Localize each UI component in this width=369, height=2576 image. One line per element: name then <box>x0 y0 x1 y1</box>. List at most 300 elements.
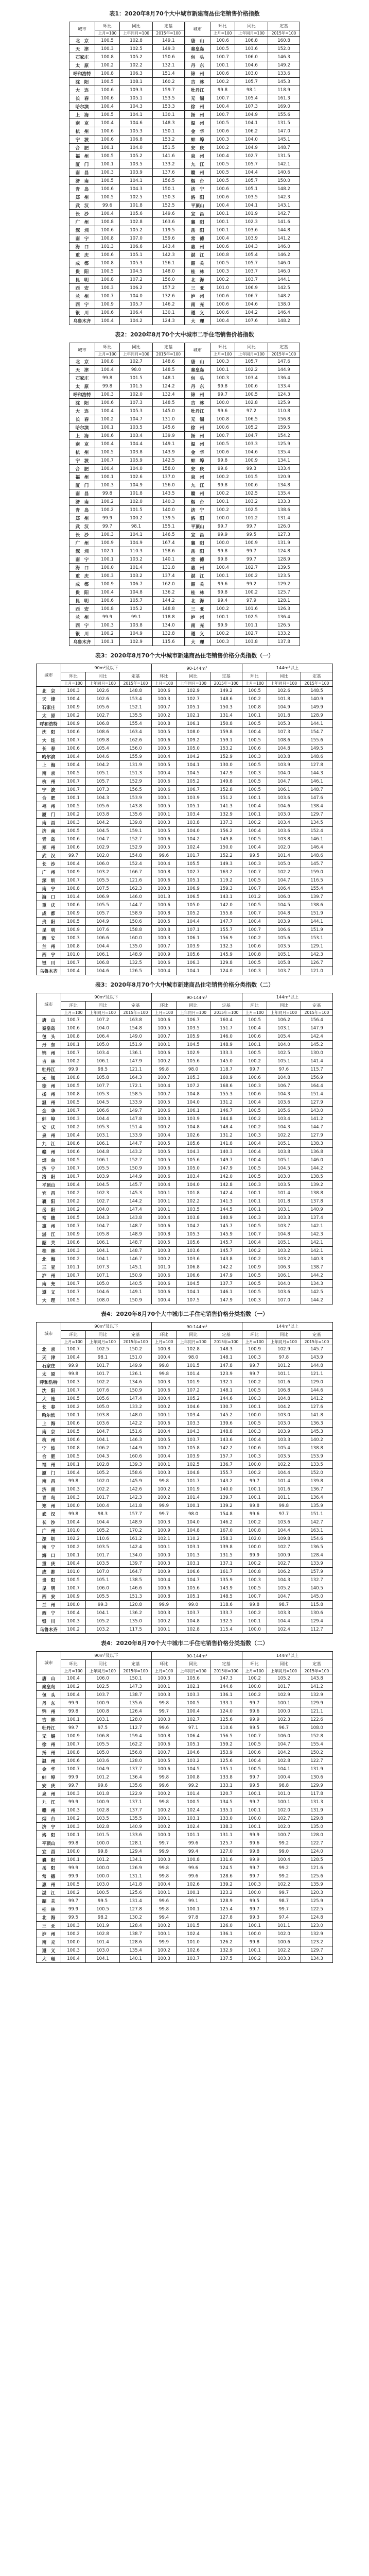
value-cell: 146.4 <box>301 843 333 852</box>
value-cell: 143.2 <box>120 1148 152 1156</box>
city-cell: 遵 义 <box>185 309 210 317</box>
value-cell: 100.1 <box>210 210 235 218</box>
value-cell: 148.1 <box>210 1386 242 1395</box>
table-row <box>69 506 300 514</box>
table-row <box>69 547 300 555</box>
city-cell: 北 海 <box>37 1255 61 1263</box>
value-cell: 100.4 <box>152 1452 177 1461</box>
value-cell: 100.6 <box>61 1419 86 1428</box>
table-row <box>69 127 300 135</box>
value-cell: 99.2 <box>177 1782 210 1790</box>
value-cell: 106.0 <box>267 1732 301 1740</box>
value-cell: 126.4 <box>120 1707 152 1716</box>
value-cell: 106.2 <box>267 1016 301 1024</box>
value-cell: 104.1 <box>177 761 210 769</box>
value-cell: 100.7 <box>152 1032 177 1041</box>
value-cell: 149.3 <box>210 860 242 868</box>
value-cell: 100.7 <box>61 1107 86 1115</box>
value-cell: 100.5 <box>235 391 268 399</box>
value-cell: 100.7 <box>61 1288 86 1296</box>
value-cell: 121.6 <box>301 1864 333 1872</box>
value-cell: 100.1 <box>95 144 120 152</box>
city-cell: 太 原 <box>37 1370 61 1378</box>
value-cell: 104.4 <box>86 1518 120 1527</box>
value-cell: 131.9 <box>301 1765 333 1773</box>
city-cell: 成 都 <box>69 259 95 267</box>
value-cell: 100.6 <box>152 876 177 885</box>
value-cell: 99.9 <box>152 1848 177 1856</box>
value-cell: 141.8 <box>210 1140 242 1148</box>
city-cell: 深 圳 <box>69 226 95 234</box>
value-cell: 102.5 <box>86 1683 120 1691</box>
table-row <box>37 1485 333 1494</box>
value-cell: 97.8 <box>177 1913 210 1922</box>
value-cell: 104.2 <box>235 309 268 317</box>
value-cell: 100.9 <box>242 1263 267 1272</box>
table-row <box>37 1930 333 1938</box>
value-cell: 102.7 <box>235 630 268 638</box>
value-cell: 101.4 <box>61 893 86 901</box>
value-cell: 100.8 <box>152 926 177 934</box>
value-cell: 103.5 <box>235 193 268 201</box>
value-cell: 140.5 <box>120 1280 152 1288</box>
value-cell: 127.9 <box>301 1131 333 1140</box>
column-subheader: 上年同月=100 <box>177 1668 210 1674</box>
value-cell: 100.1 <box>152 1206 177 1214</box>
value-cell: 135.6 <box>120 810 152 819</box>
header-row <box>69 22 300 30</box>
value-cell: 104.3 <box>177 1428 210 1436</box>
value-cell: 148.7 <box>120 1222 152 1230</box>
value-cell: 140.3 <box>210 1148 242 1156</box>
column-subheader: 2015年=100 <box>301 1010 333 1016</box>
city-cell: 九 江 <box>37 1798 61 1806</box>
value-cell: 123.9 <box>210 1370 242 1378</box>
value-cell: 155.9 <box>120 753 152 761</box>
table-title: 表2：2020年8月70个大中城市二手住宅销售价格指数 <box>115 331 254 338</box>
value-cell: 129.9 <box>301 1699 333 1707</box>
value-cell: 100.7 <box>95 292 120 300</box>
city-cell: 南 京 <box>69 440 95 448</box>
value-cell: 103.9 <box>267 761 301 769</box>
table-row <box>69 531 300 539</box>
city-cell: 天 津 <box>37 695 61 703</box>
value-cell: 145.0 <box>210 1057 242 1065</box>
value-cell: 100.7 <box>242 1230 267 1239</box>
value-cell: 126.2 <box>210 1938 242 1946</box>
value-cell: 100.2 <box>242 819 267 827</box>
value-cell: 99.8 <box>61 1370 86 1378</box>
group-header: 90-144m² <box>152 1323 242 1331</box>
value-cell: 99.9 <box>242 1716 267 1724</box>
city-cell: 乌鲁木齐 <box>69 317 95 325</box>
value-cell: 107.6 <box>235 317 268 325</box>
value-cell: 100.6 <box>152 1222 177 1230</box>
value-cell: 104.6 <box>86 753 120 761</box>
value-cell: 97.4 <box>267 1913 301 1922</box>
header-row <box>37 1323 333 1331</box>
value-cell: 100.9 <box>61 926 86 934</box>
value-cell: 160.4 <box>210 1016 242 1024</box>
value-cell: 100.3 <box>61 1115 86 1123</box>
value-cell: 100.8 <box>61 1749 86 1757</box>
table-row <box>37 1757 333 1765</box>
value-cell: 153.3 <box>153 103 185 111</box>
value-cell: 137.4 <box>301 1214 333 1222</box>
value-cell: 102.6 <box>177 1131 210 1140</box>
city-cell: 泸 州 <box>37 1930 61 1938</box>
value-cell: 148.4 <box>210 1123 242 1131</box>
value-cell: 100.6 <box>152 959 177 967</box>
value-cell: 100.7 <box>242 885 267 893</box>
city-cell: 青 岛 <box>69 185 95 193</box>
city-cell: 桂 林 <box>37 1905 61 1913</box>
value-cell: 100.8 <box>242 1568 267 1576</box>
table-row <box>37 1707 333 1716</box>
value-cell: 133.2 <box>120 1403 152 1411</box>
value-cell: 104.0 <box>177 1181 210 1189</box>
value-cell: 100.2 <box>61 1123 86 1131</box>
value-cell: 105.7 <box>86 909 120 918</box>
value-cell: 155.4 <box>120 720 152 728</box>
city-cell: 贵 阳 <box>69 588 95 597</box>
value-cell: 100.4 <box>152 860 177 868</box>
value-cell: 106.5 <box>235 415 268 423</box>
value-cell: 104.7 <box>235 432 268 440</box>
table-row <box>37 1773 333 1782</box>
table-row <box>69 481 300 489</box>
value-cell: 103.1 <box>177 1543 210 1551</box>
city-cell: 泸 州 <box>185 292 210 300</box>
value-cell: 103.6 <box>267 1098 301 1107</box>
table-row <box>37 1864 333 1872</box>
value-cell: 100.4 <box>61 1955 86 1963</box>
value-cell: 100.2 <box>120 514 153 522</box>
value-cell: 155.3 <box>210 1090 242 1098</box>
value-cell: 102.4 <box>177 1806 210 1815</box>
value-cell: 143.2 <box>210 1477 242 1485</box>
value-cell: 100.4 <box>152 1395 177 1403</box>
value-cell: 121.6 <box>120 876 152 885</box>
value-cell: 99.9 <box>61 1905 86 1913</box>
column-subheader: 上月=100 <box>61 1339 86 1345</box>
city-cell: 兰 州 <box>69 292 95 300</box>
city-cell: 昆 明 <box>69 597 95 605</box>
value-cell: 103.3 <box>267 1214 301 1222</box>
value-cell: 145.6 <box>153 423 185 432</box>
value-cell: 100.1 <box>61 1551 86 1560</box>
table-row <box>37 1839 333 1848</box>
value-cell: 102.8 <box>120 218 153 226</box>
value-cell: 147.9 <box>210 1164 242 1173</box>
value-cell: 169.0 <box>268 103 300 111</box>
value-cell: 100.7 <box>152 1074 177 1082</box>
city-cell: 北 海 <box>37 1913 61 1922</box>
value-cell: 115.8 <box>301 1601 333 1609</box>
value-cell: 127.9 <box>301 1098 333 1107</box>
value-cell: 100.6 <box>210 423 235 432</box>
city-cell: 上 海 <box>37 761 61 769</box>
value-cell: 131.1 <box>210 1831 242 1839</box>
value-cell: 100.4 <box>152 1576 177 1584</box>
value-cell: 99.6 <box>242 1707 267 1716</box>
value-cell: 128.6 <box>210 1872 242 1880</box>
value-cell: 140.9 <box>301 1206 333 1214</box>
city-cell: 惠 州 <box>37 1880 61 1889</box>
column-subheader: 上年同月=100 <box>267 1668 301 1674</box>
city-cell: 遵 义 <box>37 1288 61 1296</box>
table-row <box>37 1444 333 1452</box>
header-subrow-2 <box>37 1010 333 1016</box>
city-cell: 襄 阳 <box>185 218 210 226</box>
value-cell: 134.1 <box>120 1856 152 1864</box>
column-header-city: 城市 <box>69 22 95 37</box>
table-row <box>69 292 300 300</box>
value-cell: 100.4 <box>61 1560 86 1568</box>
value-cell: 103.8 <box>235 638 268 646</box>
value-cell: 157.7 <box>120 1510 152 1518</box>
table-row <box>37 736 333 744</box>
value-cell: 118.7 <box>210 1065 242 1074</box>
value-cell: 102.7 <box>235 564 268 572</box>
value-cell: 104.7 <box>86 1428 120 1436</box>
table-row <box>37 893 333 901</box>
value-cell: 125.6 <box>210 1757 242 1765</box>
value-cell: 99.8 <box>210 555 235 564</box>
value-cell: 100.1 <box>242 1197 267 1206</box>
value-cell: 100.6 <box>152 1584 177 1592</box>
data-table <box>36 1322 333 1634</box>
value-cell: 100.7 <box>242 909 267 918</box>
value-cell: 145.3 <box>120 1189 152 1197</box>
city-cell: 温 州 <box>37 1098 61 1107</box>
value-cell: 149.6 <box>153 210 185 218</box>
value-cell: 101.4 <box>177 1494 210 1502</box>
value-cell: 105.7 <box>120 300 153 309</box>
value-cell: 153.9 <box>210 1749 242 1757</box>
value-cell: 117.5 <box>120 1625 152 1634</box>
value-cell: 100.5 <box>242 901 267 909</box>
value-cell: 100.3 <box>95 284 120 292</box>
value-cell: 100.7 <box>61 1164 86 1173</box>
column-header: 同比 <box>177 1660 210 1668</box>
value-cell: 101.0 <box>177 1938 210 1946</box>
value-cell: 133.8 <box>210 1773 242 1782</box>
value-cell: 106.0 <box>86 1674 120 1683</box>
table-row <box>37 1419 333 1428</box>
column-subheader: 上年同月=100 <box>177 681 210 687</box>
value-cell: 100.9 <box>95 300 120 309</box>
value-cell: 103.7 <box>177 1436 210 1444</box>
value-cell: 99.8 <box>86 1848 120 1856</box>
value-cell: 155.8 <box>210 909 242 918</box>
value-cell: 106.1 <box>177 1107 210 1115</box>
column-header: 同比 <box>86 1660 120 1668</box>
value-cell: 137.8 <box>268 638 300 646</box>
table-row <box>37 1131 333 1140</box>
city-cell: 牡丹江 <box>185 407 210 415</box>
value-cell: 99.6 <box>95 201 120 210</box>
value-cell: 105.5 <box>86 1740 120 1749</box>
city-cell: 重 庆 <box>69 572 95 580</box>
value-cell: 99.5 <box>242 1782 267 1790</box>
city-cell: 岳 阳 <box>37 1206 61 1214</box>
value-cell: 105.9 <box>120 456 153 465</box>
value-cell: 124.8 <box>268 547 300 555</box>
table-wrap <box>0 343 369 646</box>
table-row <box>37 1164 333 1173</box>
value-cell: 105.3 <box>120 407 153 415</box>
value-cell: 148.8 <box>210 1428 242 1436</box>
table-row <box>37 1518 333 1527</box>
table-row <box>37 1905 333 1913</box>
value-cell: 156.9 <box>301 1074 333 1082</box>
value-cell: 102.6 <box>267 687 301 695</box>
city-cell: 福 州 <box>37 1461 61 1469</box>
value-cell: 100.5 <box>242 1288 267 1296</box>
value-cell: 124.3 <box>268 391 300 399</box>
value-cell: 104.6 <box>177 1403 210 1411</box>
value-cell: 147.6 <box>268 358 300 366</box>
value-cell: 139.7 <box>301 893 333 901</box>
value-cell: 159.1 <box>210 736 242 744</box>
city-cell: 泉 州 <box>185 152 210 160</box>
value-cell: 100.1 <box>242 794 267 802</box>
value-cell: 99.8 <box>242 1938 267 1946</box>
value-cell: 99.8 <box>61 1477 86 1485</box>
table-row <box>37 1074 333 1082</box>
value-cell: 102.7 <box>267 1560 301 1568</box>
value-cell: 105.0 <box>86 1041 120 1049</box>
value-cell: 100.6 <box>95 185 120 193</box>
column-subheader: 上月=100 <box>210 30 235 37</box>
value-cell: 100.4 <box>242 918 267 926</box>
city-cell: 平顶山 <box>37 1181 61 1189</box>
city-cell: 西 宁 <box>37 1609 61 1617</box>
value-cell: 100.1 <box>152 810 177 819</box>
value-cell: 104.1 <box>267 1765 301 1773</box>
value-cell: 139.7 <box>210 1494 242 1502</box>
value-cell: 100.0 <box>242 1625 267 1634</box>
value-cell: 100.8 <box>95 358 120 366</box>
value-cell: 103.8 <box>120 621 153 630</box>
value-cell: 105.0 <box>267 860 301 868</box>
value-cell: 103.4 <box>86 1049 120 1057</box>
value-cell: 100.7 <box>61 1386 86 1395</box>
city-cell: 西 宁 <box>69 621 95 630</box>
value-cell: 100.1 <box>210 366 235 374</box>
value-cell: 100.5 <box>152 1436 177 1444</box>
value-cell: 100.7 <box>61 959 86 967</box>
value-cell: 102.1 <box>95 547 120 555</box>
value-cell: 141.6 <box>153 152 185 160</box>
value-cell: 116.5 <box>301 876 333 885</box>
table-row <box>37 1197 333 1206</box>
value-cell: 160.9 <box>210 1074 242 1082</box>
value-cell: 100.4 <box>95 440 120 448</box>
value-cell: 103.1 <box>177 1560 210 1568</box>
column-subheader: 2015年=100 <box>120 681 152 687</box>
value-cell: 100.6 <box>61 843 86 852</box>
value-cell: 125.4 <box>210 1905 242 1913</box>
value-cell: 100.2 <box>61 1543 86 1551</box>
value-cell: 100.8 <box>152 868 177 876</box>
value-cell: 133.7 <box>210 1609 242 1617</box>
value-cell: 99.7 <box>267 1889 301 1897</box>
value-cell: 98.1 <box>120 522 153 531</box>
value-cell: 100.3 <box>152 1674 177 1683</box>
value-cell: 100.4 <box>152 1181 177 1189</box>
value-cell: 101.9 <box>235 210 268 218</box>
value-cell: 100.7 <box>61 1173 86 1181</box>
value-cell: 103.7 <box>235 267 268 276</box>
value-cell: 127.8 <box>120 1905 152 1913</box>
value-cell: 131.4 <box>210 711 242 720</box>
city-cell: 海 口 <box>69 243 95 251</box>
city-cell: 韶 关 <box>37 1239 61 1247</box>
value-cell: 141.8 <box>301 1411 333 1419</box>
table-row <box>37 1535 333 1543</box>
table-row <box>37 1592 333 1601</box>
value-cell: 100.2 <box>210 144 235 152</box>
value-cell: 145.1 <box>268 135 300 144</box>
value-cell: 149.8 <box>210 835 242 843</box>
table-row <box>37 1016 333 1024</box>
value-cell: 140.3 <box>301 1255 333 1263</box>
value-cell: 100.4 <box>61 860 86 868</box>
value-cell: 100.5 <box>242 1386 267 1395</box>
value-cell: 100.9 <box>95 580 120 588</box>
value-cell: 100.9 <box>61 1230 86 1239</box>
value-cell: 97.6 <box>267 1065 301 1074</box>
value-cell: 150.2 <box>301 1749 333 1757</box>
value-cell: 102.2 <box>267 1461 301 1469</box>
column-header: 同比 <box>177 672 210 681</box>
value-cell: 100.6 <box>210 127 235 135</box>
value-cell: 104.8 <box>120 588 153 597</box>
value-cell: 99.6 <box>177 1864 210 1872</box>
value-cell: 100.3 <box>152 1378 177 1386</box>
table-row <box>37 1263 333 1272</box>
value-cell: 104.4 <box>267 1617 301 1625</box>
value-cell: 145.7 <box>301 1345 333 1353</box>
city-cell: 广 州 <box>37 1527 61 1535</box>
value-cell: 103.9 <box>177 1452 210 1461</box>
column-header: 环比 <box>61 672 86 681</box>
value-cell: 100.5 <box>242 1272 267 1280</box>
value-cell: 100.1 <box>210 218 235 226</box>
city-cell: 兰 州 <box>69 613 95 621</box>
value-cell: 137.5 <box>210 1955 242 1963</box>
value-cell: 100.2 <box>152 1922 177 1930</box>
value-cell: 106.2 <box>235 127 268 135</box>
value-cell: 100.6 <box>61 1140 86 1148</box>
value-cell: 99.8 <box>210 547 235 555</box>
value-cell: 149.0 <box>120 1032 152 1041</box>
value-cell: 103.0 <box>267 1411 301 1419</box>
value-cell: 103.5 <box>267 1181 301 1189</box>
value-cell: 100.2 <box>210 473 235 481</box>
header-subrow <box>37 1660 333 1668</box>
value-cell: 100.6 <box>242 942 267 951</box>
value-cell: 106.8 <box>177 1263 210 1272</box>
value-cell: 127.8 <box>301 761 333 769</box>
value-cell: 148.7 <box>268 144 300 152</box>
city-cell: 赣 州 <box>185 489 210 498</box>
group-header: 90m²及以下 <box>61 664 152 672</box>
value-cell: 121.1 <box>301 1370 333 1378</box>
value-cell: 105.6 <box>177 1156 210 1164</box>
